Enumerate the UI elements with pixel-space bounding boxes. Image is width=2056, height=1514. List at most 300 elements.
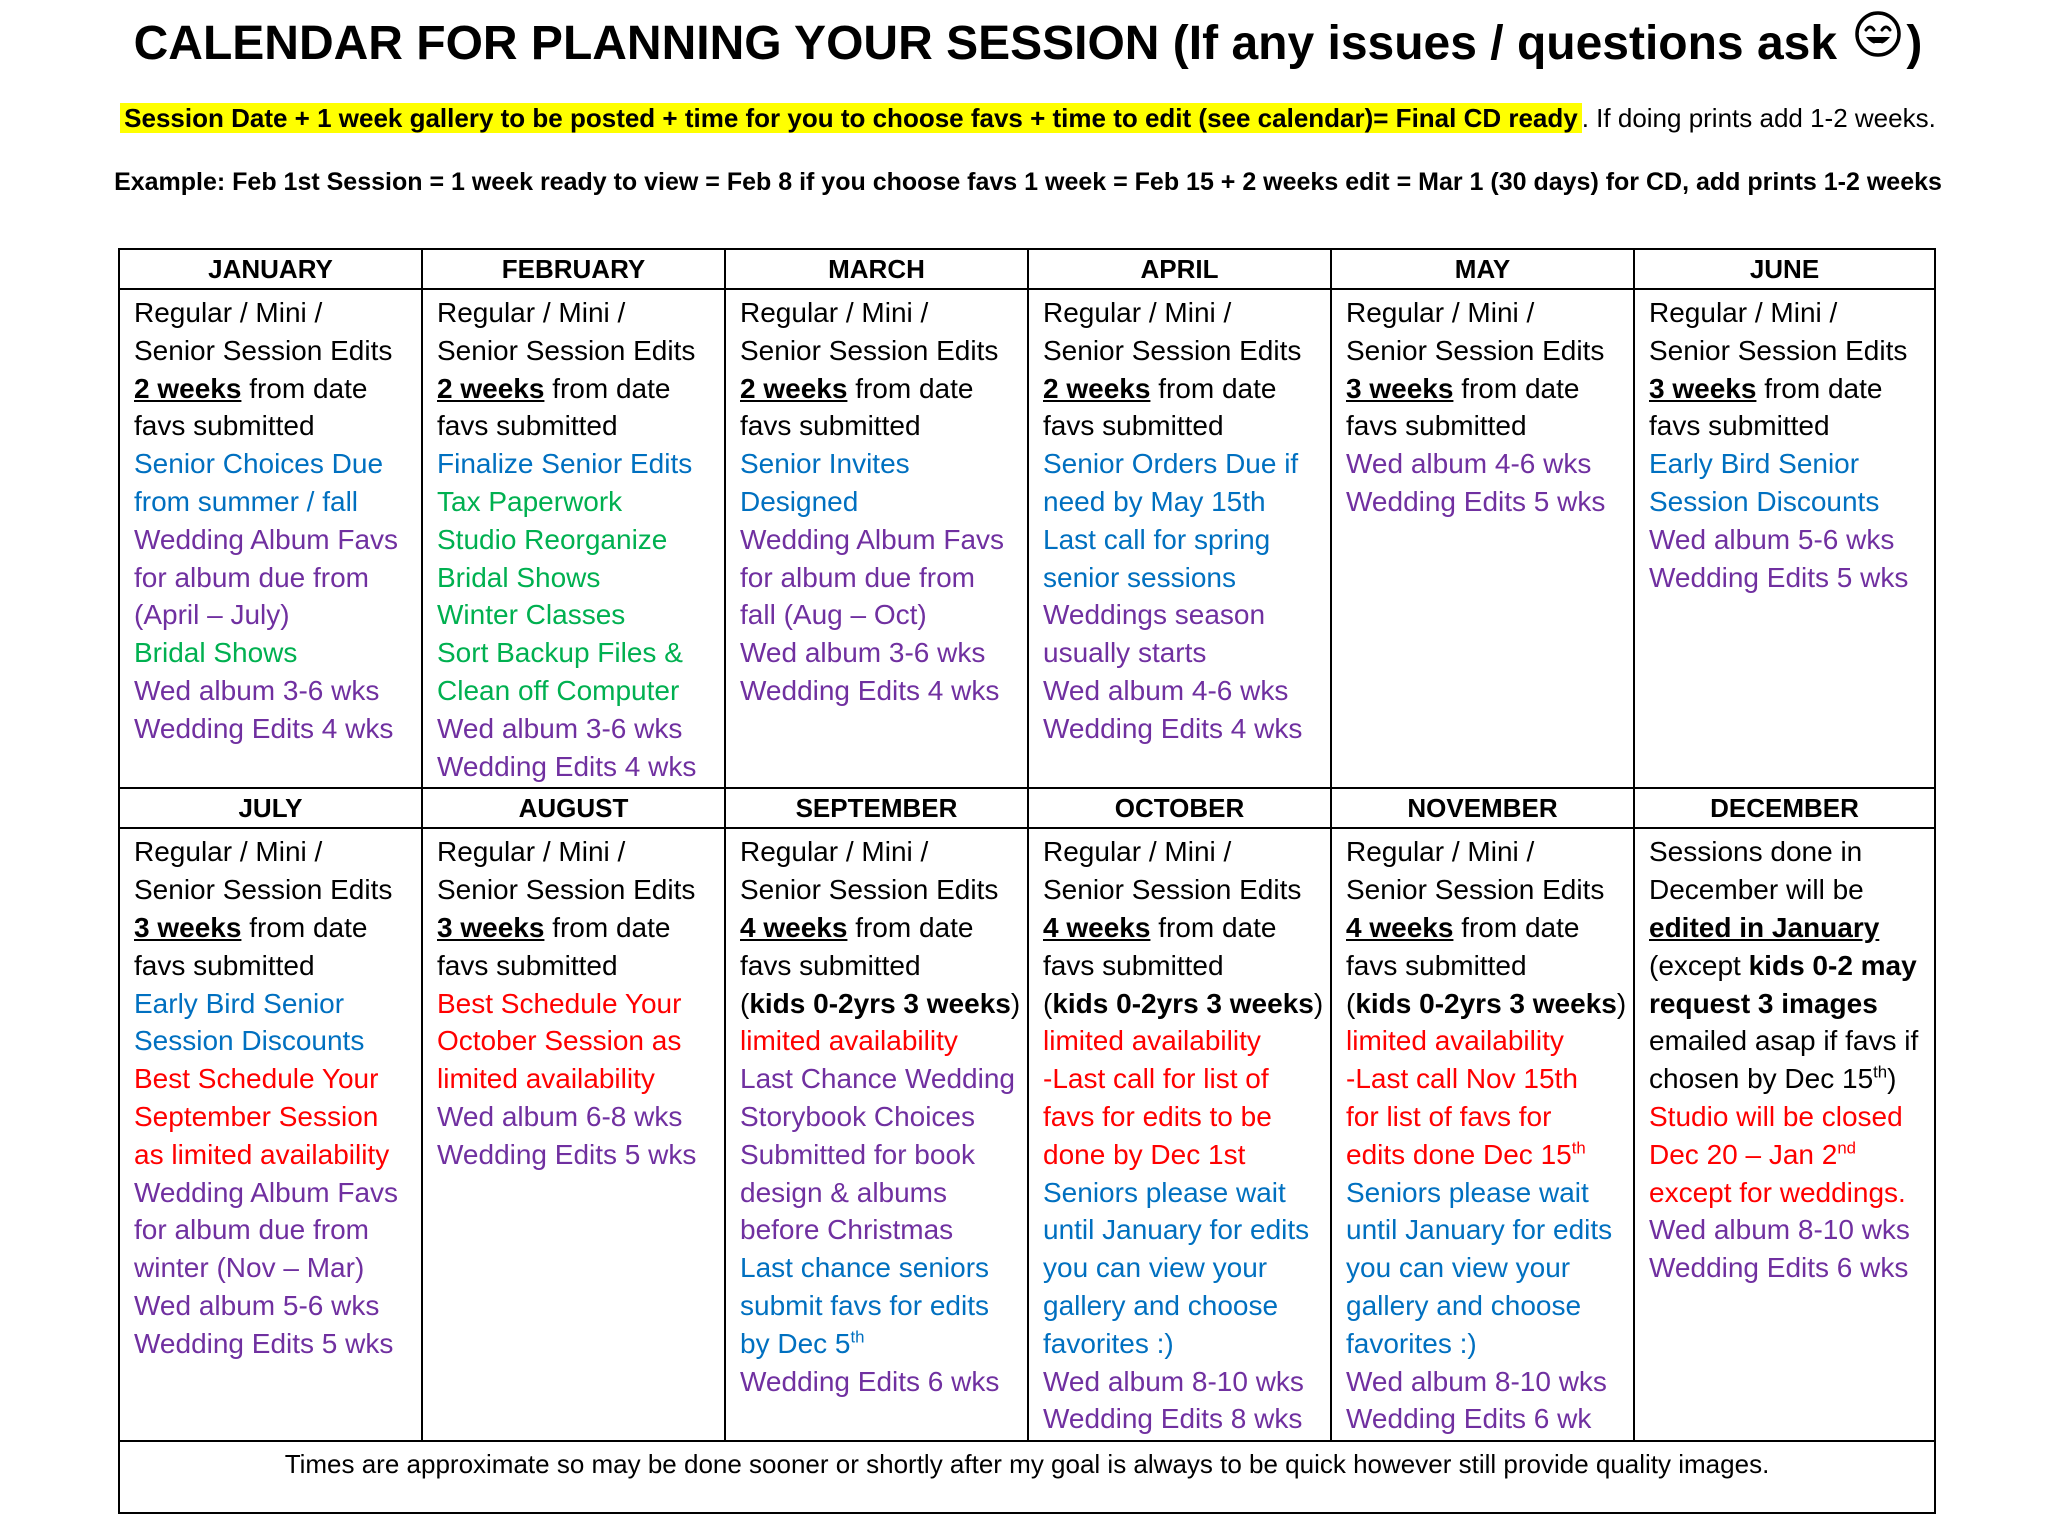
month-header-row <box>119 249 1935 289</box>
cell-line <box>134 985 415 1023</box>
cell-line <box>1043 483 1324 521</box>
cell-text: Wed album 4-6 wks <box>1346 448 1592 480</box>
cell-line <box>1043 1325 1324 1363</box>
month-header-may: MAY <box>1331 249 1634 289</box>
cell-line <box>437 521 718 559</box>
cell-text: Wed album 6-8 wks <box>437 1100 683 1132</box>
cell-text: from date <box>544 372 671 404</box>
cell-text: Wed album 4-6 wks <box>1043 674 1289 706</box>
cell-text: from date <box>241 911 368 943</box>
cell-line <box>134 370 415 408</box>
cell-text: Best Schedule Your <box>437 987 682 1019</box>
cell-line <box>740 1098 1021 1136</box>
session-formula-prints: . If doing prints add 1-2 weeks. <box>1581 103 1936 133</box>
cell-text: -Last call Nov 15th <box>1346 1063 1578 1095</box>
cell-text: Wedding Edits 4 wks <box>740 674 1000 706</box>
cell-text: Regular / Mini / <box>1346 836 1535 868</box>
cell-text: by Dec 5 <box>740 1327 851 1359</box>
cell-line <box>740 833 1021 871</box>
cell-line <box>1043 1363 1324 1401</box>
cell-text: Wed album 3-6 wks <box>134 674 380 706</box>
cell-line <box>437 1022 718 1060</box>
cell-line <box>134 483 415 521</box>
cell-line <box>1043 871 1324 909</box>
cell-line <box>437 1060 718 1098</box>
cell-line <box>1346 1363 1627 1401</box>
cell-text: (April – July) <box>134 599 290 631</box>
cell-line <box>740 1136 1021 1174</box>
cell-text: Wedding Edits 6 wks <box>740 1365 1000 1397</box>
cell-text: Regular / Mini / <box>134 836 323 868</box>
cell-text: Studio will be closed <box>1649 1100 1903 1132</box>
cell-line <box>437 947 718 985</box>
cell-text: from date <box>544 911 671 943</box>
cell-text: favorites :) <box>1043 1327 1174 1359</box>
cell-text: ) <box>1313 987 1324 1019</box>
cell-line <box>1043 1098 1324 1136</box>
cell-line <box>1346 483 1627 521</box>
cell-text: ) <box>1616 987 1627 1019</box>
cell-text: Finalize Senior Edits <box>437 448 693 480</box>
cell-text: from date <box>1453 372 1580 404</box>
cell-line <box>437 483 718 521</box>
cell-text: emailed asap if favs if <box>1649 1025 1919 1057</box>
cell-line <box>437 748 718 786</box>
cell-line <box>1649 833 1928 871</box>
cell-line <box>134 1174 415 1212</box>
cell-line <box>1649 332 1928 370</box>
cell-line <box>1649 947 1928 985</box>
cell-text: kids 0-2yrs 3 weeks <box>1052 987 1314 1019</box>
month-cell-may <box>1331 289 1634 788</box>
cell-text: Wedding Edits 5 wks <box>437 1138 697 1170</box>
cell-line <box>1043 407 1324 445</box>
cell-text: 2 weeks <box>1043 372 1151 404</box>
cell-line <box>1043 1400 1324 1438</box>
cell-line <box>740 1211 1021 1249</box>
cell-line <box>437 1136 718 1174</box>
cell-line <box>1649 407 1928 445</box>
cell-line <box>437 634 718 672</box>
cell-text: Wedding Edits 6 wk <box>1346 1403 1592 1435</box>
cell-line <box>134 1325 415 1363</box>
cell-text: favs submitted <box>134 949 315 981</box>
cell-text: limited availability <box>437 1063 655 1095</box>
cell-text: Last chance seniors <box>740 1252 990 1284</box>
cell-text: favs submitted <box>1043 949 1224 981</box>
cell-line <box>437 909 718 947</box>
cell-text: Wedding Edits 8 wks <box>1043 1403 1303 1435</box>
cell-text: -Last call for list of <box>1043 1063 1269 1095</box>
cell-line <box>1346 1022 1627 1060</box>
cell-line <box>1346 1211 1627 1249</box>
cell-text: edited in January <box>1649 911 1880 943</box>
cell-line <box>134 407 415 445</box>
cell-text: ( <box>740 987 750 1019</box>
month-header-row <box>119 788 1935 828</box>
cell-line <box>740 634 1021 672</box>
cell-line <box>1346 1287 1627 1325</box>
cell-text: favs submitted <box>740 410 921 442</box>
month-cell-march <box>725 289 1028 788</box>
cell-text: gallery and choose <box>1346 1289 1582 1321</box>
cell-text: Senior Session Edits <box>1649 334 1908 366</box>
cell-text: favorites :) <box>1346 1327 1477 1359</box>
month-cell-december <box>1634 828 1935 1441</box>
cell-text: Wed album 5-6 wks <box>1649 523 1895 555</box>
cell-text: winter (Nov – Mar) <box>134 1252 365 1284</box>
cell-line <box>740 1287 1021 1325</box>
cell-text: for list of favs for <box>1346 1100 1552 1132</box>
cell-text: from summer / fall <box>134 485 359 517</box>
month-header-march: MARCH <box>725 249 1028 289</box>
cell-text: Senior Session Edits <box>1346 334 1605 366</box>
cell-text: Wed album 3-6 wks <box>740 637 986 669</box>
cell-line <box>134 294 415 332</box>
cell-line <box>134 871 415 909</box>
cell-line <box>134 909 415 947</box>
cell-line <box>1649 1060 1928 1098</box>
cell-text: limited availability <box>1043 1025 1261 1057</box>
cell-text: Regular / Mini / <box>437 836 626 868</box>
cell-line <box>740 521 1021 559</box>
cell-text: for album due from <box>134 561 369 593</box>
session-formula-highlight: Session Date + 1 week gallery to be posted + time for you to choose favs + time to edit (see calendar)= Final CD ready <box>120 103 1582 133</box>
cell-line <box>1043 294 1324 332</box>
cell-line <box>1346 445 1627 483</box>
cell-line <box>740 1325 1021 1363</box>
cell-text: from date <box>847 911 974 943</box>
cell-line <box>1649 1022 1928 1060</box>
cell-text: except for weddings. <box>1649 1176 1906 1208</box>
cell-line <box>134 672 415 710</box>
cell-text: Storybook Choices <box>740 1100 976 1132</box>
cell-text: limited availability <box>740 1025 958 1057</box>
month-cell-february <box>422 289 725 788</box>
cell-text: 2 weeks <box>134 372 242 404</box>
cell-line <box>1346 909 1627 947</box>
cell-line <box>437 407 718 445</box>
cell-line <box>1649 1211 1928 1249</box>
cell-text: from date <box>241 372 368 404</box>
cell-line <box>1043 634 1324 672</box>
cell-text: Regular / Mini / <box>740 836 929 868</box>
cell-line <box>1043 1287 1324 1325</box>
month-cell-october <box>1028 828 1331 1441</box>
page-title <box>0 10 2056 83</box>
cell-line <box>1043 833 1324 871</box>
cell-line <box>1346 294 1627 332</box>
cell-line <box>437 985 718 1023</box>
cell-text: senior sessions <box>1043 561 1236 593</box>
cell-line <box>1043 1174 1324 1212</box>
cell-line <box>1346 1325 1627 1363</box>
cell-line <box>1346 833 1627 871</box>
cell-text: for album due from <box>134 1214 369 1246</box>
cell-text: Dec 20 – Jan 2 <box>1649 1138 1838 1170</box>
footer-note: Times are approximate so may be done sooner or shortly after my goal is always to be quick however still provide quality images. <box>119 1441 1935 1513</box>
month-cell-april <box>1028 289 1331 788</box>
cell-text: December will be <box>1649 874 1864 906</box>
cell-text: before Christmas <box>740 1214 954 1246</box>
cell-line <box>1043 672 1324 710</box>
cell-line <box>1043 985 1324 1023</box>
cell-line <box>1346 332 1627 370</box>
month-header-february: FEBRUARY <box>422 249 725 289</box>
title-text: CALENDAR FOR PLANNING YOUR SESSION (If any issues / questions ask <box>133 17 1838 71</box>
cell-line <box>1649 294 1928 332</box>
month-cell-august <box>422 828 725 1441</box>
cell-text: Wedding Album Favs <box>740 523 1005 555</box>
cell-line <box>437 559 718 597</box>
cell-line <box>740 909 1021 947</box>
month-cell-september <box>725 828 1028 1441</box>
cell-line <box>1649 1136 1928 1174</box>
cell-line <box>1346 1174 1627 1212</box>
ordinal-suffix: nd <box>1837 1138 1857 1158</box>
cell-line <box>134 521 415 559</box>
cell-text: Regular / Mini / <box>1346 297 1535 328</box>
cell-text: favs submitted <box>437 410 618 442</box>
cell-line <box>740 871 1021 909</box>
cell-text: Senior Session Edits <box>437 334 696 366</box>
cell-text: Early Bird Senior <box>134 987 345 1019</box>
cell-line <box>134 947 415 985</box>
cell-line <box>437 332 718 370</box>
cell-line <box>1649 483 1928 521</box>
cell-line <box>134 1287 415 1325</box>
cell-text: Senior Orders Due if <box>1043 448 1299 480</box>
cell-line <box>1649 1249 1928 1287</box>
cell-text: Regular / Mini / <box>134 297 323 328</box>
cell-text: 4 weeks <box>1043 911 1151 943</box>
cell-text: Wedding Edits 5 wks <box>1346 485 1606 517</box>
month-header-december: DECEMBER <box>1634 788 1935 828</box>
cell-text: Sort Backup Files & <box>437 637 683 669</box>
cell-text: Wed album 5-6 wks <box>134 1289 380 1321</box>
cell-line <box>740 445 1021 483</box>
cell-line <box>740 332 1021 370</box>
cell-line <box>1649 445 1928 483</box>
cell-line <box>740 1060 1021 1098</box>
cell-text: chosen by Dec 15 <box>1649 1063 1874 1095</box>
cell-line <box>1346 1136 1627 1174</box>
cell-text: Wedding Edits 4 wks <box>437 750 697 782</box>
cell-text: 2 weeks <box>437 372 545 404</box>
cell-text: Seniors please wait <box>1346 1176 1589 1208</box>
cell-line <box>740 407 1021 445</box>
month-header-july: JULY <box>119 788 422 828</box>
title-close-paren: ) <box>1906 17 1923 71</box>
cell-text: until January for edits <box>1043 1214 1310 1246</box>
ordinal-suffix: th <box>850 1327 865 1347</box>
cell-text: Wedding Edits 6 wks <box>1649 1252 1909 1284</box>
cell-line <box>134 1098 415 1136</box>
month-cell-november <box>1331 828 1634 1441</box>
cell-line <box>437 833 718 871</box>
cell-text: Wedding Album Favs <box>134 1176 399 1208</box>
cell-line <box>134 710 415 748</box>
cell-line <box>1043 909 1324 947</box>
cell-line <box>1043 710 1324 748</box>
cell-text: Winter Classes <box>437 599 626 631</box>
cell-text: 3 weeks <box>437 911 545 943</box>
cell-text: 3 weeks <box>1346 372 1454 404</box>
cell-text: Best Schedule Your <box>134 1063 379 1095</box>
cell-line <box>1346 1249 1627 1287</box>
cell-text: gallery and choose <box>1043 1289 1279 1321</box>
month-header-october: OCTOBER <box>1028 788 1331 828</box>
cell-text: Senior Session Edits <box>740 874 999 906</box>
cell-line <box>1043 370 1324 408</box>
cell-text: done by Dec 1st <box>1043 1138 1246 1170</box>
cell-text: favs submitted <box>1649 410 1830 442</box>
calendar-table <box>118 248 1936 1514</box>
cell-line <box>1346 1098 1627 1136</box>
cell-line <box>740 1363 1021 1401</box>
cell-text: Bridal Shows <box>437 561 601 593</box>
cell-line <box>1649 909 1928 947</box>
cell-text: request 3 images <box>1649 987 1878 1019</box>
cell-line <box>134 1211 415 1249</box>
cell-line <box>1649 1098 1928 1136</box>
cell-line <box>134 1136 415 1174</box>
month-header-april: APRIL <box>1028 249 1331 289</box>
cell-line <box>437 672 718 710</box>
cell-text: 3 weeks <box>134 911 242 943</box>
month-header-june: JUNE <box>1634 249 1935 289</box>
cell-text: Wedding Album Favs <box>134 523 399 555</box>
cell-text: (except <box>1649 949 1749 981</box>
month-body-row <box>119 289 1935 788</box>
cell-text: from date <box>1150 372 1277 404</box>
cell-text: Senior Choices Due <box>134 448 384 480</box>
example-line: Example: Feb 1st Session = 1 week ready to view = Feb 8 if you choose favs 1 week = Feb 15 + 2 weeks edit = Mar 1 (30 days) for CD, add prints 1-2 weeks <box>114 168 1942 196</box>
month-header-august: AUGUST <box>422 788 725 828</box>
ordinal-suffix: th <box>1873 1062 1888 1082</box>
cell-line <box>1043 1136 1324 1174</box>
cell-text: Session Discounts <box>134 1025 365 1057</box>
cell-line <box>1043 445 1324 483</box>
cell-line <box>134 1060 415 1098</box>
cell-line <box>437 445 718 483</box>
cell-text: from date <box>1150 911 1277 943</box>
cell-text: favs submitted <box>437 949 618 981</box>
cell-text: Bridal Shows <box>134 637 298 669</box>
cell-text: need by May 15th <box>1043 485 1266 517</box>
cell-line <box>740 294 1021 332</box>
cell-text: favs for edits to be <box>1043 1100 1272 1132</box>
cell-text: Wedding Edits 5 wks <box>134 1327 394 1359</box>
cell-line <box>1346 1400 1627 1438</box>
cell-text: 4 weeks <box>1346 911 1454 943</box>
cell-line <box>1346 947 1627 985</box>
cell-text: ) <box>1887 1063 1897 1095</box>
cell-text: Regular / Mini / <box>1043 297 1232 328</box>
cell-line <box>1346 370 1627 408</box>
month-header-september: SEPTEMBER <box>725 788 1028 828</box>
cell-line <box>134 833 415 871</box>
cell-text: kids 0-2yrs 3 weeks <box>1355 987 1617 1019</box>
cell-text: Regular / Mini / <box>740 297 929 328</box>
cell-text: Submitted for book <box>740 1138 976 1170</box>
cell-line <box>740 947 1021 985</box>
cell-line <box>437 370 718 408</box>
cell-text: October Session as <box>437 1025 682 1057</box>
cell-line <box>134 332 415 370</box>
cell-text: Wed album 8-10 wks <box>1346 1365 1607 1397</box>
cell-line <box>437 1098 718 1136</box>
cell-text: Wedding Edits 4 wks <box>1043 712 1303 744</box>
cell-text: submit favs for edits <box>740 1289 989 1321</box>
footer-row <box>119 1441 1935 1513</box>
cell-line <box>1043 947 1324 985</box>
cell-text: Seniors please wait <box>1043 1176 1286 1208</box>
cell-line <box>740 596 1021 634</box>
cell-line <box>134 634 415 672</box>
cell-line <box>1346 871 1627 909</box>
cell-text: Senior Session Edits <box>134 334 393 366</box>
cell-line <box>1649 871 1928 909</box>
cell-line <box>1346 1060 1627 1098</box>
cell-text: until January for edits <box>1346 1214 1613 1246</box>
cell-text: Senior Session Edits <box>1043 334 1302 366</box>
cell-text: Senior Invites <box>740 448 910 480</box>
cell-line <box>1346 407 1627 445</box>
cell-text: as limited availability <box>134 1138 390 1170</box>
cell-text: 4 weeks <box>740 911 848 943</box>
smiley-face-icon <box>1854 10 1902 75</box>
cell-text: 3 weeks <box>1649 372 1757 404</box>
cell-text: from date <box>847 372 974 404</box>
cell-line <box>1043 332 1324 370</box>
cell-line <box>740 370 1021 408</box>
cell-line <box>1649 521 1928 559</box>
cell-text: Senior Session Edits <box>1043 874 1302 906</box>
cell-line <box>134 1022 415 1060</box>
cell-line <box>1043 559 1324 597</box>
cell-text: Tax Paperwork <box>437 485 623 517</box>
cell-text: favs submitted <box>134 410 315 442</box>
cell-line <box>1649 370 1928 408</box>
cell-line <box>134 596 415 634</box>
cell-text: favs submitted <box>1043 410 1224 442</box>
cell-line <box>1043 1211 1324 1249</box>
cell-line <box>740 559 1021 597</box>
cell-line <box>740 672 1021 710</box>
cell-text: Senior Session Edits <box>134 874 393 906</box>
cell-line <box>740 985 1021 1023</box>
cell-text: Wedding Edits 4 wks <box>134 712 394 744</box>
cell-text: favs submitted <box>740 949 921 981</box>
cell-text: fall (Aug – Oct) <box>740 599 927 631</box>
cell-line <box>1043 1249 1324 1287</box>
cell-line <box>740 483 1021 521</box>
month-cell-july <box>119 828 422 1441</box>
cell-text: limited availability <box>1346 1025 1564 1057</box>
cell-line <box>134 1249 415 1287</box>
cell-line <box>740 1174 1021 1212</box>
cell-text: Wed album 3-6 wks <box>437 712 683 744</box>
month-cell-june <box>1634 289 1935 788</box>
cell-line <box>1043 1060 1324 1098</box>
cell-text: ) <box>1010 987 1021 1019</box>
cell-line <box>437 710 718 748</box>
cell-text: for album due from <box>740 561 975 593</box>
month-header-january: JANUARY <box>119 249 422 289</box>
cell-text: Studio Reorganize <box>437 523 668 555</box>
cell-text: favs submitted <box>1346 949 1527 981</box>
